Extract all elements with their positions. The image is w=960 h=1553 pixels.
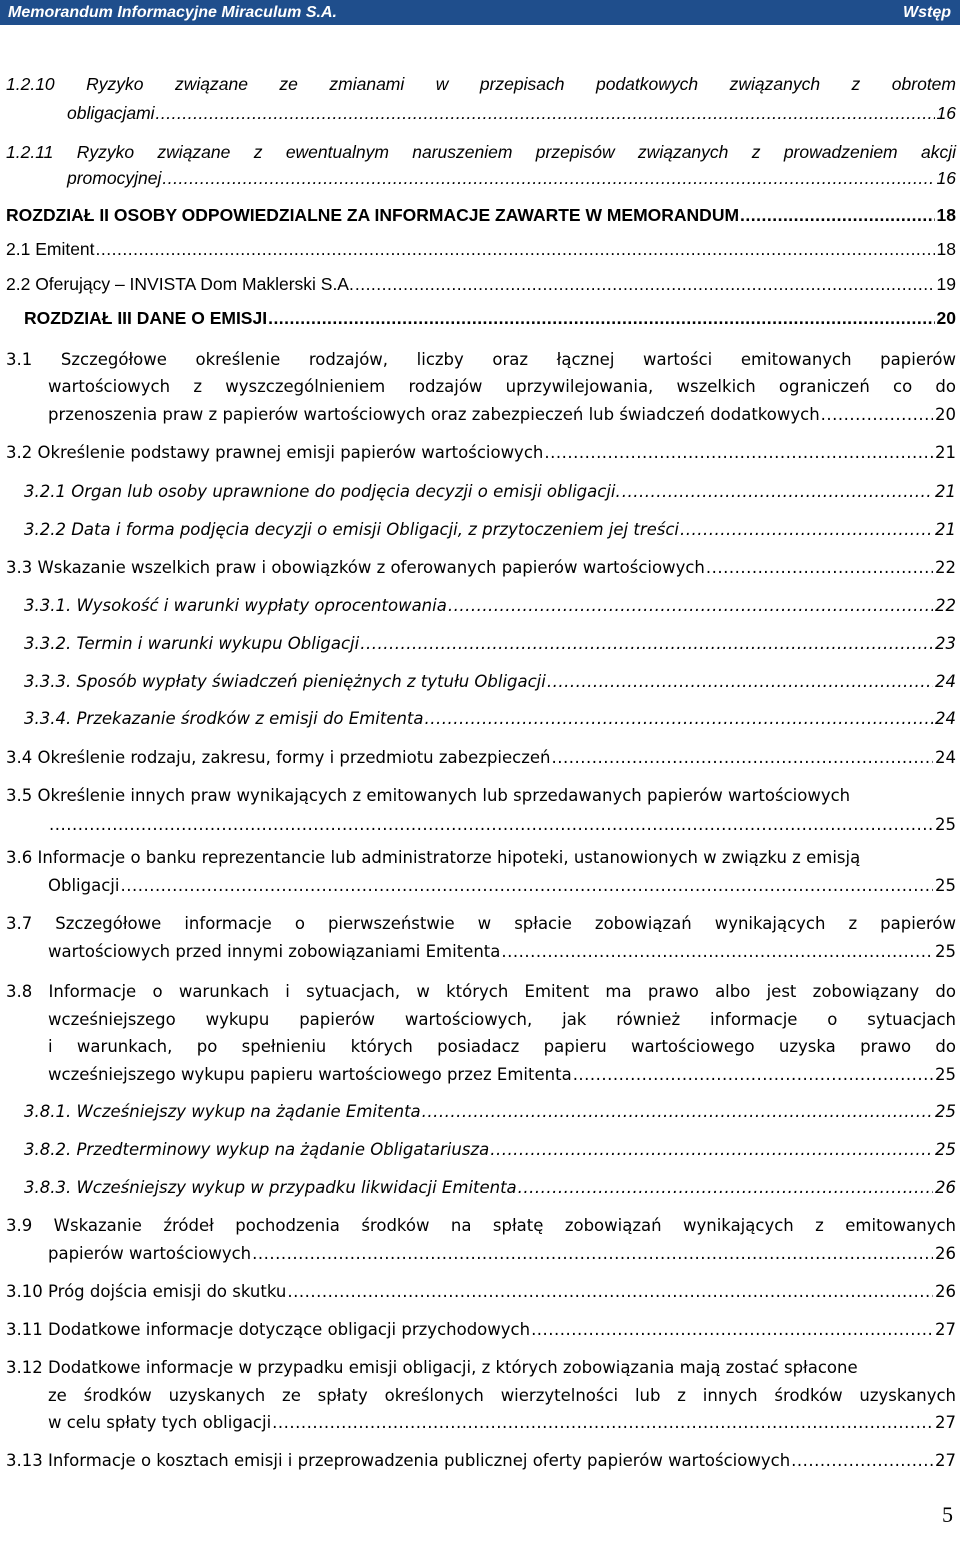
toc-page-number: 18 xyxy=(936,205,956,225)
toc-entry-line: 2.1 Emitent ..... 18 xyxy=(6,236,956,262)
toc-entry-line: 3.7 Szczegółowe informacje o pierwszeństwie w spłacie zobowiązań wynikających z papierów xyxy=(6,914,956,933)
leader-dots xyxy=(791,1448,933,1474)
toc-page-number: 20 xyxy=(935,405,956,424)
leader-dots xyxy=(360,631,933,657)
toc-entry-line: 3.2 Określenie podstawy prawnej emisji papierów wartościowych ..... 21 xyxy=(6,440,956,466)
toc-entry-line: wartościowych z wyszczególnieniem rodzajów uprzywilejowania, wszelkich ograniczeń co do xyxy=(48,377,956,396)
toc-entry-line: 3.2.1 Organ lub osoby uprawnione do podjęcia decyzji o emisji obligacji. ..... 21 xyxy=(24,479,956,505)
leader-dots xyxy=(162,165,934,191)
leader-dots xyxy=(544,440,933,466)
toc-entry-line: 3.3 Wskazanie wszelkich praw i obowiązków z oferowanych papierów wartościowych ..... 22 xyxy=(6,555,956,581)
toc-entry-line: i warunkach, po spełnieniu których posiadacz papieru wartościowego uzyska prawo do xyxy=(48,1037,956,1056)
leader-dots xyxy=(821,402,933,428)
toc-entry-line: 3.8.2. Przedterminowy wykup na żądanie Obligatariusza ..... 25 xyxy=(24,1137,956,1163)
toc-entry-line: 3.3.2. Termin i warunki wykupu Obligacji ..... 23 xyxy=(24,631,956,657)
toc-entry-line: wartościowych przed innymi zobowiązaniami Emitenta ..... 25 xyxy=(48,939,956,965)
toc-page-number: 19 xyxy=(936,274,956,294)
toc-entry-line: 3.11 Dodatkowe informacje dotyczące obligacji przychodowych ..... 27 xyxy=(6,1317,956,1343)
leader-dots xyxy=(49,812,933,838)
leader-dots xyxy=(156,100,935,126)
toc-entry-line: 3.10 Próg dojścia emisji do skutku ..... 26 xyxy=(6,1279,956,1305)
toc-entry-line: 3.5 Określenie innych praw wynikających z emitowanych lub sprzedawanych papierów wartościowych xyxy=(6,786,851,805)
toc-entry-line: ze środków uzyskanych ze spłaty określonych wierzytelności lub z innych środków uzyskanych xyxy=(48,1386,956,1405)
leader-dots xyxy=(490,1137,933,1163)
toc-entry-line: 3.2.2 Data i forma podjęcia decyzji o emisji Obligacji, z przytoczeniem jej treści ..... 21 xyxy=(24,517,956,543)
toc-page-number: 24 xyxy=(935,672,956,691)
leader-dots xyxy=(272,1410,933,1436)
leader-dots xyxy=(518,1175,933,1201)
leader-dots xyxy=(425,706,933,732)
toc-page-number: 20 xyxy=(936,308,956,328)
leader-dots xyxy=(622,479,933,505)
toc-entry-line: w celu spłaty tych obligacji ..... 27 xyxy=(48,1410,956,1436)
toc-page-number: 27 xyxy=(935,1320,956,1339)
page-number: 5 xyxy=(942,1502,953,1527)
toc-entry-line: 3.13 Informacje o kosztach emisji i przeprowadzenia publicznej oferty papierów wartościowych ..... 27 xyxy=(6,1448,956,1474)
leader-dots xyxy=(120,873,933,899)
toc-entry-line: 3.4 Określenie rodzaju, zakresu, formy i przedmiotu zabezpieczeń ..... 24 xyxy=(6,745,956,771)
toc-page-number: 26 xyxy=(935,1244,956,1263)
toc-entry-line: 3.8 Informacje o warunkach i sytuacjach, w których Emitent ma prawo albo jest zobowiązany do xyxy=(6,982,956,1001)
leader-dots xyxy=(680,517,933,543)
toc-page-number: 22 xyxy=(935,596,956,615)
toc-entry-line: 3.3.3. Sposób wypłaty świadczeń pieniężnych z tytułu Obligacji ..... 24 xyxy=(24,669,956,695)
toc-entry-line: 3.9 Wskazanie źródeł pochodzenia środków na spłatę zobowiązań wynikających z emitowanych xyxy=(6,1216,956,1235)
document-title: Memorandum Informacyjne Miraculum S.A. xyxy=(8,4,337,21)
toc-entry-line: 1.2.10 Ryzyko związane ze zmianami w przepisach podatkowych związanych z obrotem xyxy=(6,74,956,94)
toc-entry-line: 3.1 Szczegółowe określenie rodzajów, liczby oraz łącznej wartości emitowanych papierów xyxy=(6,350,956,369)
toc-entry-line: 3.8.3. Wcześniejszy wykup w przypadku likwidacji Emitenta ..... 26 xyxy=(24,1175,956,1201)
leader-dots xyxy=(501,939,933,965)
toc-entry-line xyxy=(48,812,956,838)
toc-page-number: 26 xyxy=(935,1178,956,1197)
toc-page-number: 21 xyxy=(935,482,956,501)
toc-page-number: 25 xyxy=(935,876,956,895)
leader-dots xyxy=(573,1062,933,1088)
toc-entry-line: obligacjami ..... 16 xyxy=(67,100,956,126)
toc-page-number: 27 xyxy=(935,1413,956,1432)
toc-page-number: 22 xyxy=(935,558,956,577)
leader-dots xyxy=(422,1099,933,1125)
toc-entry-line: 1.2.11 Ryzyko związane z ewentualnym naruszeniem przepisów związanych z prowadzeniem akcji xyxy=(6,142,956,162)
toc-page-number: 25 xyxy=(935,1102,956,1121)
toc-entry-line: papierów wartościowych ..... 26 xyxy=(48,1241,956,1267)
toc-entry-line: 3.3.4. Przekazanie środków z emisji do Emitenta ..... 24 xyxy=(24,706,956,732)
toc-entry-line: promocyjnej ..... 16 xyxy=(67,165,956,191)
toc-page-number: 23 xyxy=(935,634,956,653)
toc-page-number: 25 xyxy=(935,942,956,961)
toc-page-number: 27 xyxy=(935,1451,956,1470)
toc-page-number: 25 xyxy=(935,1065,956,1084)
toc-entry-line: 3.6 Informacje o banku reprezentancie lub administratorze hipoteki, ustanowionych w związku z emisją xyxy=(6,848,861,867)
toc-page-number: 25 xyxy=(935,1140,956,1159)
leader-dots xyxy=(552,745,934,771)
section-title: Wstęp xyxy=(903,4,951,21)
toc-entry-line: 2.2 Oferujący – INVISTA Dom Maklerski S.A. ..... 19 xyxy=(6,271,956,297)
toc-entry-line: Obligacji ..... 25 xyxy=(48,873,956,899)
toc-page-number: 21 xyxy=(935,443,956,462)
toc-entry-line: 3.8.1. Wcześniejszy wykup na żądanie Emitenta ..... 25 xyxy=(24,1099,956,1125)
toc-page-number: 21 xyxy=(935,520,956,539)
leader-dots xyxy=(706,555,933,581)
toc-page-number: 24 xyxy=(935,748,956,767)
toc-page-number: 25 xyxy=(935,815,956,834)
leader-dots xyxy=(268,305,934,331)
leader-dots xyxy=(355,271,935,297)
toc-entry-line: 3.3.1. Wysokość i warunki wypłaty oprocentowania ..... 22 xyxy=(24,593,956,619)
leader-dots xyxy=(531,1317,933,1343)
toc-page-number: 24 xyxy=(935,709,956,728)
toc-page-number: 26 xyxy=(935,1282,956,1301)
leader-dots xyxy=(252,1241,933,1267)
toc-page-number: 18 xyxy=(936,239,956,259)
leader-dots xyxy=(448,593,933,619)
toc-entry-line: 3.12 Dodatkowe informacje w przypadku emisji obligacji, z których zobowiązania mają zostać spłacone xyxy=(6,1358,858,1377)
leader-dots xyxy=(740,202,934,228)
toc-entry-line: wcześniejszego wykupu papierów wartościowych, jak również informacje o sytuacjach xyxy=(48,1010,956,1029)
toc-entry-line: ROZDZIAŁ III DANE O EMISJI ..... 20 xyxy=(24,305,956,331)
toc-entry-line: przenoszenia praw z papierów wartościowych oraz zabezpieczeń lub świadczeń dodatkowych ..... 20 xyxy=(48,402,956,428)
leader-dots xyxy=(96,236,935,262)
toc-page-number: 16 xyxy=(936,103,956,123)
toc-entry-line: ROZDZIAŁ II OSOBY ODPOWIEDZIALNE ZA INFORMACJE ZAWARTE W MEMORANDUM ..... 18 xyxy=(6,202,956,228)
leader-dots xyxy=(547,669,933,695)
toc-page-number: 16 xyxy=(936,168,956,188)
running-header xyxy=(0,0,960,25)
leader-dots xyxy=(287,1279,933,1305)
toc-entry-line: wcześniejszego wykupu papieru wartościowego przez Emitenta ..... 25 xyxy=(48,1062,956,1088)
